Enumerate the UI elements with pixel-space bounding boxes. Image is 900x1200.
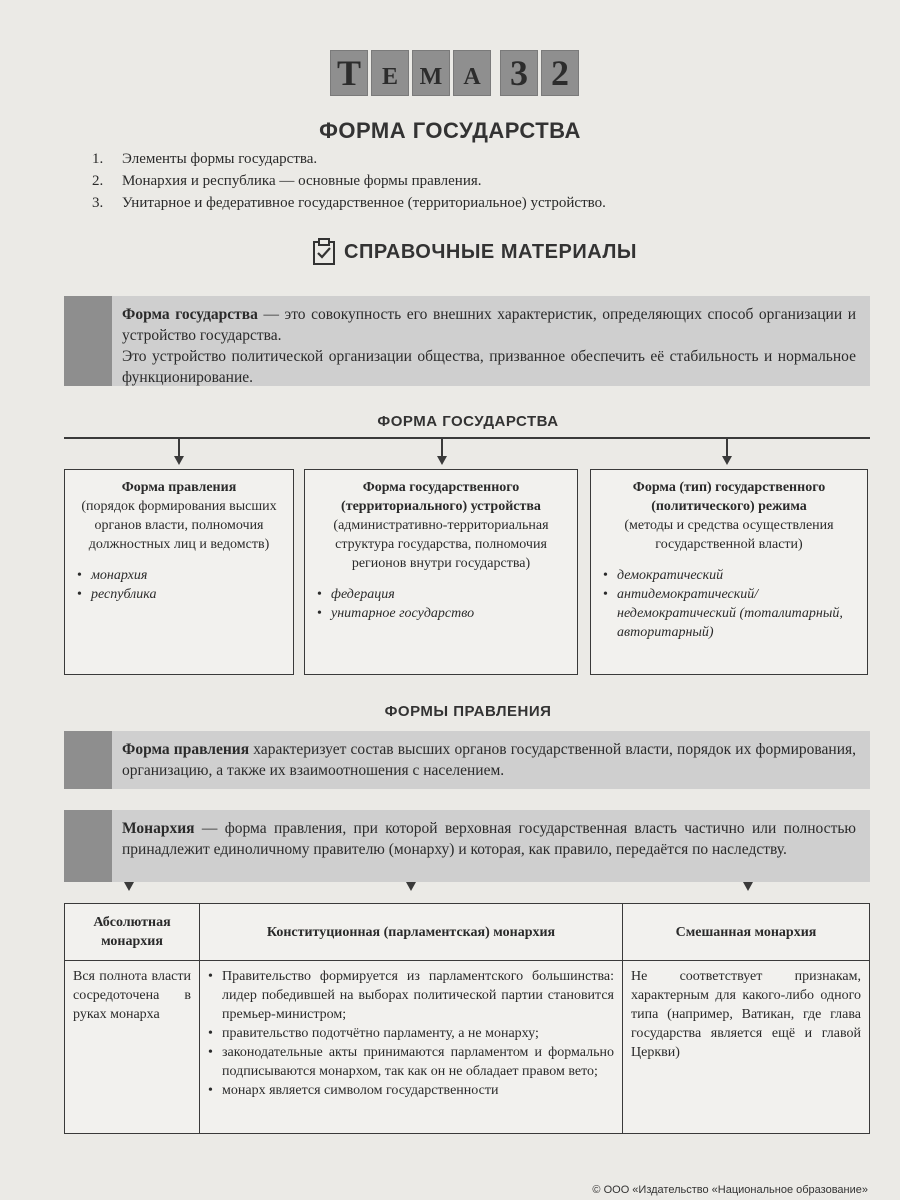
topic-letter: М xyxy=(412,50,450,96)
diagram-box-political-regime: Форма (тип) государственного (политического) режима (методы и средства осуществления государственной власти) • демократический • антидемократический/ недемократический (тоталитарный, авторитарный) xyxy=(590,469,868,675)
page-title: ФОРМА ГОСУДАРСТВА xyxy=(319,118,581,143)
topic-plan-list xyxy=(92,148,606,214)
topic-letter: Е xyxy=(371,50,409,96)
diagram-box-government-form: Форма правления (порядок формирования высших органов власти, полномочия должностных лиц и ведомств) • монархия • республика xyxy=(64,469,294,675)
list-item: • республика xyxy=(75,585,283,604)
topic-number-banner xyxy=(330,50,579,96)
table-header-cell: Смешанная монархия xyxy=(623,904,870,961)
list-item: • демократический xyxy=(601,566,857,585)
arrow-down-icon xyxy=(722,456,732,465)
diagram-connector xyxy=(441,437,443,457)
definition-government-form xyxy=(64,731,870,789)
list-item: • антидемократический/ недемократический (тоталитарный, авторитарный) xyxy=(601,585,857,642)
reference-heading xyxy=(312,238,637,266)
table-header-cell: Конституционная (парламентская) монархия xyxy=(200,904,623,961)
topic-digit: 2 xyxy=(541,50,579,96)
plan-item: 3. Унитарное и федеративное государственное (территориальное) устройство. xyxy=(92,195,606,211)
definition-state-form xyxy=(64,296,870,386)
diagram-title: ФОРМА ГОСУДАРСТВА xyxy=(377,413,559,430)
plan-item: 1. Элементы формы государства. xyxy=(92,151,318,167)
plan-item: 2. Монархия и республика — основные формы правления. xyxy=(92,173,482,189)
arrow-down-icon xyxy=(124,882,134,891)
topic-letter: Т xyxy=(330,50,368,96)
definition-text: — форма правления, при которой верховная государственная власть частично или полностью принадлежит единоличному правителю (монарху) и которая, как правило, передаётся по наследству. xyxy=(122,820,856,858)
definition-term: Монархия xyxy=(122,820,195,837)
table-row xyxy=(65,961,870,1134)
list-item: • унитарное государство xyxy=(315,604,567,623)
definition-term: Форма правления xyxy=(122,741,250,758)
table-header-cell: Абсолютная монархия xyxy=(65,904,200,961)
definition-text: характеризует состав высших органов государственной власти, порядок их формирования, организацию, а также их взаимоотношения с населением. xyxy=(122,741,856,779)
diagram-connector xyxy=(64,437,870,439)
monarchy-types-table xyxy=(64,903,870,1134)
list-item: • монарх является символом государственности xyxy=(208,1081,614,1100)
definition-text: — это совокупность его внешних характеристик, определяющих способ организации и устройство государства. xyxy=(122,306,857,344)
reference-title: СПРАВОЧНЫЕ МАТЕРИАЛЫ xyxy=(344,240,637,263)
arrow-down-icon xyxy=(437,456,447,465)
table-cell: Вся полнота власти сосредоточена в руках монарха xyxy=(65,961,200,1134)
list-item: • монархия xyxy=(75,566,283,585)
clipboard-check-icon xyxy=(312,238,336,266)
list-item: • федерация xyxy=(315,585,567,604)
table-row xyxy=(65,904,870,961)
list-item: • Правительство формируется из парламентского большинства: лидер победившей на выборах политической партии становится премьер-министром; xyxy=(208,967,614,1024)
forms-section-title: ФОРМЫ ПРАВЛЕНИЯ xyxy=(384,703,552,720)
table-cell xyxy=(200,961,623,1134)
diagram-connector xyxy=(726,437,728,457)
definition-text-2: Это устройство политической организации общества, призванное обеспечить её стабильность и нормальное функционирование. xyxy=(122,348,856,386)
arrow-down-icon xyxy=(174,456,184,465)
copyright-footer: © ООО «Издательство «Национальное образование» xyxy=(592,1184,868,1196)
definition-term: Форма государства xyxy=(122,306,258,323)
definition-monarchy xyxy=(64,810,870,882)
arrow-down-icon xyxy=(743,882,753,891)
list-item: • законодательные акты принимаются парламентом и формально подписываются монархом, так как он не обладает правом вето; xyxy=(208,1043,614,1081)
diagram-box-territorial-structure: Форма государственного (территориального) устройства (административно-территориальная структура государства, полномочия регионов внутри государства) • федерация • унитарное государство xyxy=(304,469,578,675)
topic-letter: А xyxy=(453,50,491,96)
table-cell: Не соответствует признакам, характерным для какого-либо одного типа (например, Ватикан, где глава государства является ещё и главой Церкви) xyxy=(623,961,870,1134)
diagram-connector xyxy=(178,437,180,457)
list-item: • правительство подотчётно парламенту, а не монарху; xyxy=(208,1024,614,1043)
arrow-down-icon xyxy=(406,882,416,891)
topic-digit: 3 xyxy=(500,50,538,96)
